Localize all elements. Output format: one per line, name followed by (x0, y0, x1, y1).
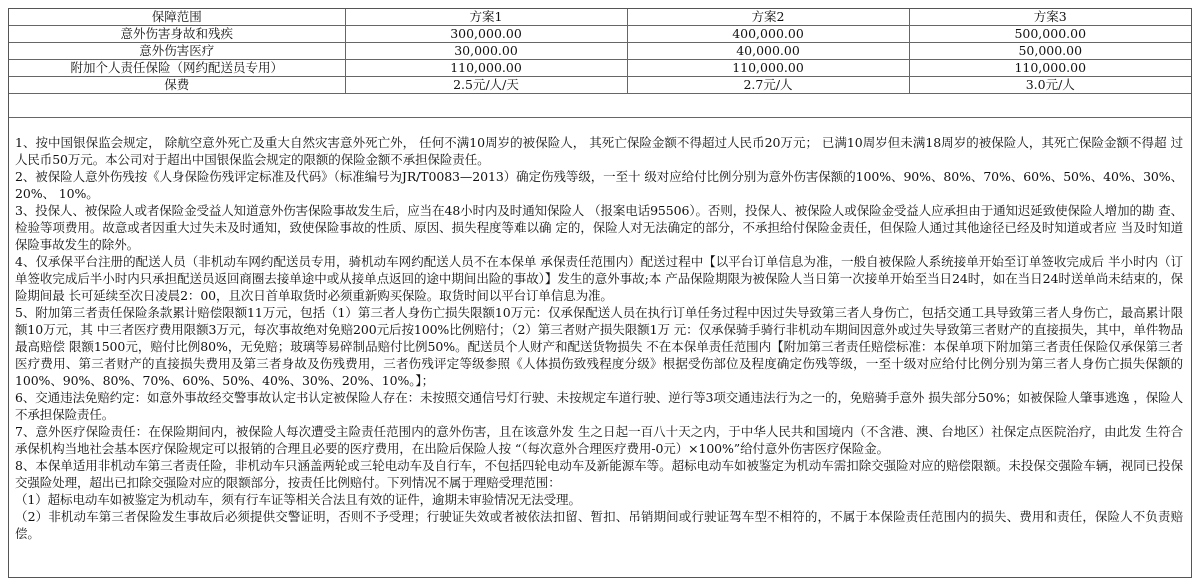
note-8-2: （2）非机动车第三者保险发生事故后必须提供交警证明，否则不予受理；行驶证失效或者被依法扣留、暂扣、吊销期间或行驶证驾车型不相符的，不属于本保险责任范围内的损失、费用和责任，保险人不负责赔偿。 (15, 509, 1183, 541)
table-cell: 50,000.00 (909, 43, 1191, 60)
table-header-row (9, 9, 1191, 26)
table-cell: 意外伤害医疗 (9, 43, 345, 60)
table-cell: 500,000.00 (909, 26, 1191, 43)
table-cell: 300,000.00 (345, 26, 627, 43)
table-cell: 110,000.00 (345, 60, 627, 77)
table-row (9, 77, 1191, 94)
table-cell: 3.0元/人 (909, 77, 1191, 94)
table-cell: 意外伤害身故和残疾 (9, 26, 345, 43)
note-2: 2、被保险人意外伤残按《人身保险伤残评定标准及代码》（标准编号为JR/T0083—2013）确定伤残等级，一至十 级对应给付比例分别为意外伤害保额的100%、90%、80%、70%、60%、50%、40%、30%、20%、 10%。 (15, 169, 1183, 201)
header-cell-plan1: 方案1 (345, 9, 627, 26)
header-cell-plan2: 方案2 (627, 9, 909, 26)
table-cell: 保费 (9, 77, 345, 94)
note-6: 6、交通违法免赔约定：如意外事故经交警事故认定书认定被保险人存在：未按照交通信号灯行驶、未按规定车道行驶、逆行等3项交通违法行为之一的，免赔骑手意外 损失部分50%；如被保险人肇事逃逸 ，保险人不承担保险责任。 (15, 390, 1183, 422)
table-cell: 2.5元/人/天 (345, 77, 627, 94)
note-8-1: （1）超标电动车如被鉴定为机动车，须有行车证等相关合法且有效的证件，逾期未审验情况无法受理。 (15, 492, 581, 507)
note-1: 1、按中国银保监会规定， 除航空意外死亡及重大自然灾害意外死亡外， 任何不满10周岁的被保险人， 其死亡保险金额不得超过人民币20万元； 已满10周岁但未满18周岁的被保险人，其死亡保险金额不得超 过人民币50万元。本公司对于超出中国银保监会规定的限额的保险金额不承担保险责任。 (15, 135, 1183, 167)
note-4: 4、仅承保平台注册的配送人员（非机动车网约配送员专用，骑机动车网约配送人员不在本保单 承保责任范围内）配送过程中【以平台订单信息为准，一般自被保险人系统接单开始至订单签收完成后 半小时内（订单签收完成后半小时内只承担配送员返回商圈去接单途中或从接单点返回的途中期间出险的事故）】发生的意外事故;本 产品保险期限为被保险人当日第一次接单开始至当日24时，如在当日24时送单尚未结束的，保险期间最 长可延续至次日凌晨2：00，且次日首单取货时必须重新购买保险。取货时间以平台订单信息为准。 (15, 254, 1183, 303)
note-8: 8、本保单适用非机动车第三者责任险，非机动车只涵盖两轮或三轮电动车及自行车，不包括四轮电动车及新能源车等。超标电动车如被鉴定为机动车需扣除交强险对应的赔偿限额。未投保交强险车辆，视同已投保交强险处理，超出已扣除交强险对应的限额部分，按责任比例赔付。下列情况不属于理赔受理范围： (15, 458, 1183, 490)
table-row (9, 26, 1191, 43)
table-cell: 110,000.00 (627, 60, 909, 77)
table-row (9, 43, 1191, 60)
table-cell: 2.7元/人 (627, 77, 909, 94)
note-5: 5、附加第三者责任保险条款累计赔偿限额11万元，包括（1）第三者人身伤亡损失限额10万元：仅承保配送人员在执行订单任务过程中因过失导致第三者人身伤亡，包括交通工具导致第三者人身伤亡，最高累计限额10万元，其 中三者医疗费用限额3万元，每次事故绝对免赔200元后按100%比例赔付；（2）第三者财产损失限额1万 元：仅承保骑手骑行非机动车期间因意外或过失导致第三者财产的直接损失，其中，单件物品最高赔偿 限额1500元，赔付比例80%，无免赔；玻璃等易碎制品赔付比例50%。配送员个人财产和配送货物损失 不在本保单责任范围内【附加第三者责任赔偿标准：本保单项下附加第三者责任保险仅承保第三者医疗费用、第三者财产的直接损失费用及第三者身故及伤残费用，三者伤残评定等级参照《人体损伤致残程度分级》根据受伤部位及程度确定伤残等级，一至十级对应给付比例分别为第三者人身伤亡损失保额的100%、90%、80%、70%、60%、50%、40%、30%、20%、10%。】； (15, 305, 1183, 388)
policy-document (8, 8, 1192, 578)
coverage-table (9, 9, 1191, 94)
note-7: 7、意外医疗保险责任：在保险期间内，被保险人每次遭受主险责任范围内的意外伤害，且在该意外发 生之日起一百八十天之内，于中华人民共和国境内（不含港、澳、台地区）社保定点医院治疗，由此发 生符合承保机构当地社会基本医疗保险规定可以报销的合理且必要的医疗费用，在出险后保险人按 “（每次意外合理医疗费用-0元）×100%”给付意外伤害医疗保险金。 (15, 424, 1183, 456)
table-cell: 40,000.00 (627, 43, 909, 60)
table-cell: 30,000.00 (345, 43, 627, 60)
header-cell-coverage: 保障范围 (9, 9, 345, 26)
table-row (9, 60, 1191, 77)
note-3: 3、投保人、被保险人或者保险金受益人知道意外伤害保险事故发生后，应当在48小时内及时通知保险人 （报案电话95506）。否则，投保人、被保险人或保险金受益人应承担由于通知迟延致使保险人增加的勘 查、检验等项费用。故意或者因重大过失未及时通知，致使保险事故的性质、原因、损失程度等难以确 定的，保险人对无法确定的部分，不承担给付保险金责任，但保险人通过其他途径已经及时知道或者应 当及时知道保险事故发生的除外。 (15, 203, 1183, 252)
table-cell: 110,000.00 (909, 60, 1191, 77)
header-cell-plan3: 方案3 (909, 9, 1191, 26)
terms-notes (9, 117, 1191, 542)
table-cell: 400,000.00 (627, 26, 909, 43)
table-cell: 附加个人责任保险（网约配送员专用） (9, 60, 345, 77)
